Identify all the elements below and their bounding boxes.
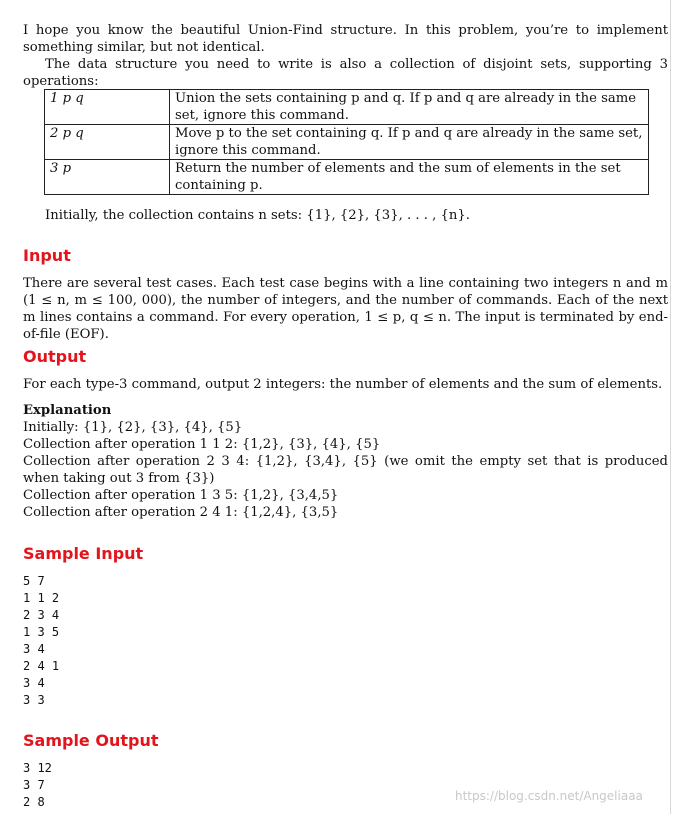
operations-table [44, 89, 649, 195]
initial-collection-text: Initially, the collection contains n sets: {1}, {2}, {3}, . . . , {n}. [45, 208, 470, 223]
sample-input-line: 1 3 5 [23, 625, 60, 639]
operation-code: 2 p q [45, 125, 170, 160]
operation-code: 1 p q [45, 90, 170, 125]
sample-output-block [23, 760, 52, 811]
sample-input-line: 3 4 [23, 642, 45, 656]
output-heading: Output [23, 347, 87, 366]
output-description: For each type-3 command, output 2 integers: the number of elements and the sum of elements. [23, 377, 663, 392]
operation-row [45, 125, 649, 160]
intro-text [23, 22, 668, 90]
sample-input-line: 5 7 [23, 574, 45, 588]
sample-input-line: 2 4 1 [23, 659, 60, 673]
sample-output-line: 3 7 [23, 778, 45, 792]
input-description: There are several test cases. Each test case begins with a line containing two integers n and m (1 ≤ n, m ≤ 100, 000), the number of integers, and the number of commands. Each of the next m lines contains a command. For every operation, 1 ≤ p, q ≤ n. The input is terminated by end-of-file (EOF). [23, 276, 668, 342]
input-heading: Input [23, 246, 71, 265]
explanation-line: Collection after operation 1 3 5: {1,2}, {3,4,5} [23, 488, 339, 503]
explanation-line: Collection after operation 1 1 2: {1,2}, {3}, {4}, {5} [23, 437, 381, 452]
sample-output-line: 3 12 [23, 761, 52, 775]
explanation-title: Explanation [23, 403, 112, 418]
operation-description: Union the sets containing p and q. If p and q are already in the same set, ignore this command. [170, 90, 649, 125]
operation-row [45, 90, 649, 125]
explanation-line: Collection after operation 2 3 4: {1,2}, {3,4}, {5} (we omit the empty set that is produced when taking out 3 from {3}) [23, 454, 668, 486]
sample-output-heading: Sample Output [23, 731, 159, 750]
operation-code: 3 p [45, 160, 170, 195]
sample-input-line: 3 3 [23, 693, 45, 707]
explanation-line: Initially: {1}, {2}, {3}, {4}, {5} [23, 420, 243, 435]
sample-input-line: 2 3 4 [23, 608, 60, 622]
operation-row [45, 160, 649, 195]
sample-output-line: 2 8 [23, 795, 45, 809]
sample-input-line: 1 1 2 [23, 591, 60, 605]
intro-paragraph-2: The data structure you need to write is also a collection of disjoint sets, supporting 3 operations: [23, 57, 668, 89]
sample-input-heading: Sample Input [23, 544, 144, 563]
sample-input-block [23, 573, 59, 709]
intro-paragraph-1: I hope you know the beautiful Union-Find structure. In this problem, you’re to implement something similar, but not identical. [23, 23, 668, 55]
operation-description: Return the number of elements and the sum of elements in the set containing p. [170, 160, 649, 195]
watermark-text: https://blog.csdn.net/Angeliaaa [455, 789, 643, 803]
explanation-section [23, 402, 668, 521]
explanation-line: Collection after operation 2 4 1: {1,2,4}, {3,5} [23, 505, 339, 520]
operation-description: Move p to the set containing q. If p and q are already in the same set, ignore this command. [170, 125, 649, 160]
sample-input-line: 3 4 [23, 676, 45, 690]
